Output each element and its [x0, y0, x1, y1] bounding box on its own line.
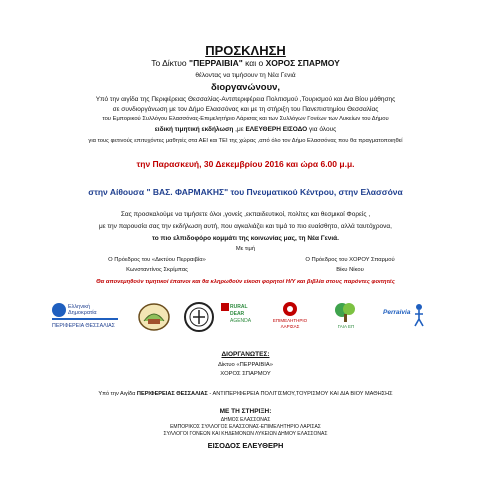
support-2: ΕΜΠΟΡΙΚΟΣ ΣΥΛΛΟΓΟΣ ΕΛΑΣΣΟΝΑΣ-ΕΠΙΜΕΛΗΤΗΡΙΟ ΛΑΡΙΣΑΣ [170, 424, 321, 430]
event-date: την Παρασκευή, 30 Δεκεμβρίου 2016 και ώρα 6.00 μ.μ. [136, 159, 355, 169]
signature-left-name: Κωνσταντίνος Σκρίμπας [126, 267, 188, 273]
signature-left-role: Ο Πρόεδρος του «Δικτύου Περραιβία» [108, 257, 206, 263]
chamber-text-1: ΕΠΙΜΕΛΗΤΗΡΙΟ [272, 318, 308, 323]
gaia-text: ΓΑΙΑ ΕΠ [337, 324, 355, 329]
special-event-label: ειδική τιμητική εκδήλωση [154, 126, 234, 133]
organizer-2: ΧΟΡΟΣ ΣΠΑΡΜΟΥ [220, 371, 271, 377]
green-tree-logo [331, 301, 361, 335]
perifereia-thessalias-logo [52, 301, 118, 335]
organize-heading: διοργανώνουν, [210, 82, 281, 93]
free-entry-footer: ΕΙΣΟΔΟΣ ΕΛΕΥΘΕΡΗ [207, 441, 284, 450]
event-type-end: για όλους [307, 126, 337, 133]
chamber-text-2: ΛΑΡΙΣΑΣ [280, 324, 300, 329]
event-type-mid: ,με [233, 126, 246, 133]
co-organization-paragraph: σε συνδιοργάνωση με τον Δήμο Ελασσόνας και με τη στήριξη του Πανεπιστημίου Θεσσαλίας [112, 106, 379, 113]
perraivia-network-logo [383, 301, 423, 335]
org-choros-sparmou: ΧΟΡΟΣ ΣΠΑΡΜΟΥ [265, 58, 340, 68]
event-type-line [0, 127, 491, 134]
signature-right-role: Ο Πρόεδρος του ΧΟΡΟΥ Σπαρμού [305, 257, 395, 263]
aegis-rest: - ΑΝΤΙΠΕΡΙΦΕΡΕΙΑ ΠΟΛΙΤΙΣΜΟΥ,ΤΟΥΡΙΣΜΟΥ ΚΑΙ ΔΙΑ ΒΙΟΥ ΜΑΘΗΣΗΣ [207, 391, 393, 397]
commerce-chamber-logo [268, 301, 312, 335]
aegis-prefix: Υπό την Αιγίδα [98, 391, 137, 397]
signature-right-name: Βίκυ Νίκου [336, 267, 364, 273]
honor-youth-line: θέλοντας να τιμήσουν τη Νέα Γενιά [195, 72, 296, 79]
crest-logo [138, 301, 170, 335]
organizers-title: ΔΙΟΡΓΑΝΩΤΕΣ: [221, 351, 270, 358]
invite-line-2: με την παρουσία σας την εκδήλωση αυτή, που αγκαλιάζει και τιμά το πιο ευαίσθητο, αλλά ταυτόχρονα, [99, 223, 392, 230]
invite-line-1: Σας προσκαλούμε να τιμήσετε όλοι ,γονείς ,εκπαιδευτικοί, πολίτες και θεσμικοί Φορείς , [120, 211, 371, 218]
aegis-paragraph: Υπό την αιγίδα της Περιφέρειας Θεσσαλίας-Αντιπεριφέρεια Πολιτισμού ,Τουρισμού και Δια Βίου μάθησης [95, 96, 396, 103]
organizers-prefix: Το Δίκτυο [151, 58, 187, 68]
invitation-title: ΠΡΟΣΚΛΗΣΗ [205, 43, 286, 58]
invite-line-3: το πιο ελπιδοφόρο κομμάτι της κοινωνίας μας, τη Νέα Γενιά. [152, 235, 339, 242]
support-3: ΣΥΛΛΟΓΟΙ ΓΟΝΕΩΝ ΚΑΙ ΚΗΔΕΜΟΝΩΝ ΛΥΚΕΙΩΝ ΔΗΜΟΥ ΕΛΑΣΣΟΝΑΣ [163, 431, 328, 437]
organizers-mid: και ο [245, 58, 264, 68]
logo-text-region: ΠΕΡΙΦΕΡΕΙΑ ΘΕΣΣΑΛΙΑΣ [52, 323, 115, 329]
footer-aegis-line [0, 392, 491, 398]
regards: Με τιμή [235, 246, 256, 252]
organizer-1: Δίκτυο «ΠΕΡΡΑΙΒΙΑ» [218, 362, 273, 368]
students-paragraph: για τους φετινούς επιτυχόντες μαθητές στα ΑΕΙ και ΤΕΙ της χώρας ,από όλο τον Δήμο Ελασσόνας που θα πραγματοποιηθεί [88, 138, 403, 144]
org-perraivia: "ΠΕΡΡΑΙΒΙΑ" [189, 58, 243, 68]
organizers-line [0, 59, 491, 68]
rural-text: RURAL [230, 304, 248, 310]
support-title: ΜΕ ΤΗ ΣΤΗΡΙΞΗ: [219, 408, 272, 415]
perraivia-text: Perraivia [383, 309, 411, 316]
support-paragraph: του Εμπορικού Συλλόγου Ελασσόνας-Επιμελητήριο Λάρισας και των Συλλόγων Γονέων των Λυκείων του Δήμου [102, 116, 389, 122]
university-seal-logo [183, 301, 215, 335]
free-entry-label: ΕΛΕΥΘΕΡΗ ΕΙΣΟΔΟ [245, 126, 308, 133]
aegis-region: ΠΕΡΙΦΕΡΕΙΑΣ ΘΕΣΣΑΛΙΑΣ [136, 391, 208, 397]
rural-dear-logo [221, 301, 252, 335]
support-1: ΔΗΜΟΣ ΕΛΑΣΣΟΝΑΣ [220, 417, 271, 423]
awards-note: Θα απονεμηθούν τιμητικοί έπαινοι και θα κληρωθούν είκοσι φορητοί Η/Υ και βιβλία στους παρόντες φοιτητές [96, 279, 395, 285]
agenda-text: AGENDA [230, 318, 252, 324]
event-venue: στην Αίθουσα " ΒΑΣ. ΦΑΡΜΑΚΗΣ" του Πνευματικού Κέντρου, στην Ελασσόνα [88, 187, 403, 197]
logo-text-democracy: Ελληνική Δημοκρατία [68, 304, 97, 316]
dear-text: DEAR [230, 311, 245, 317]
